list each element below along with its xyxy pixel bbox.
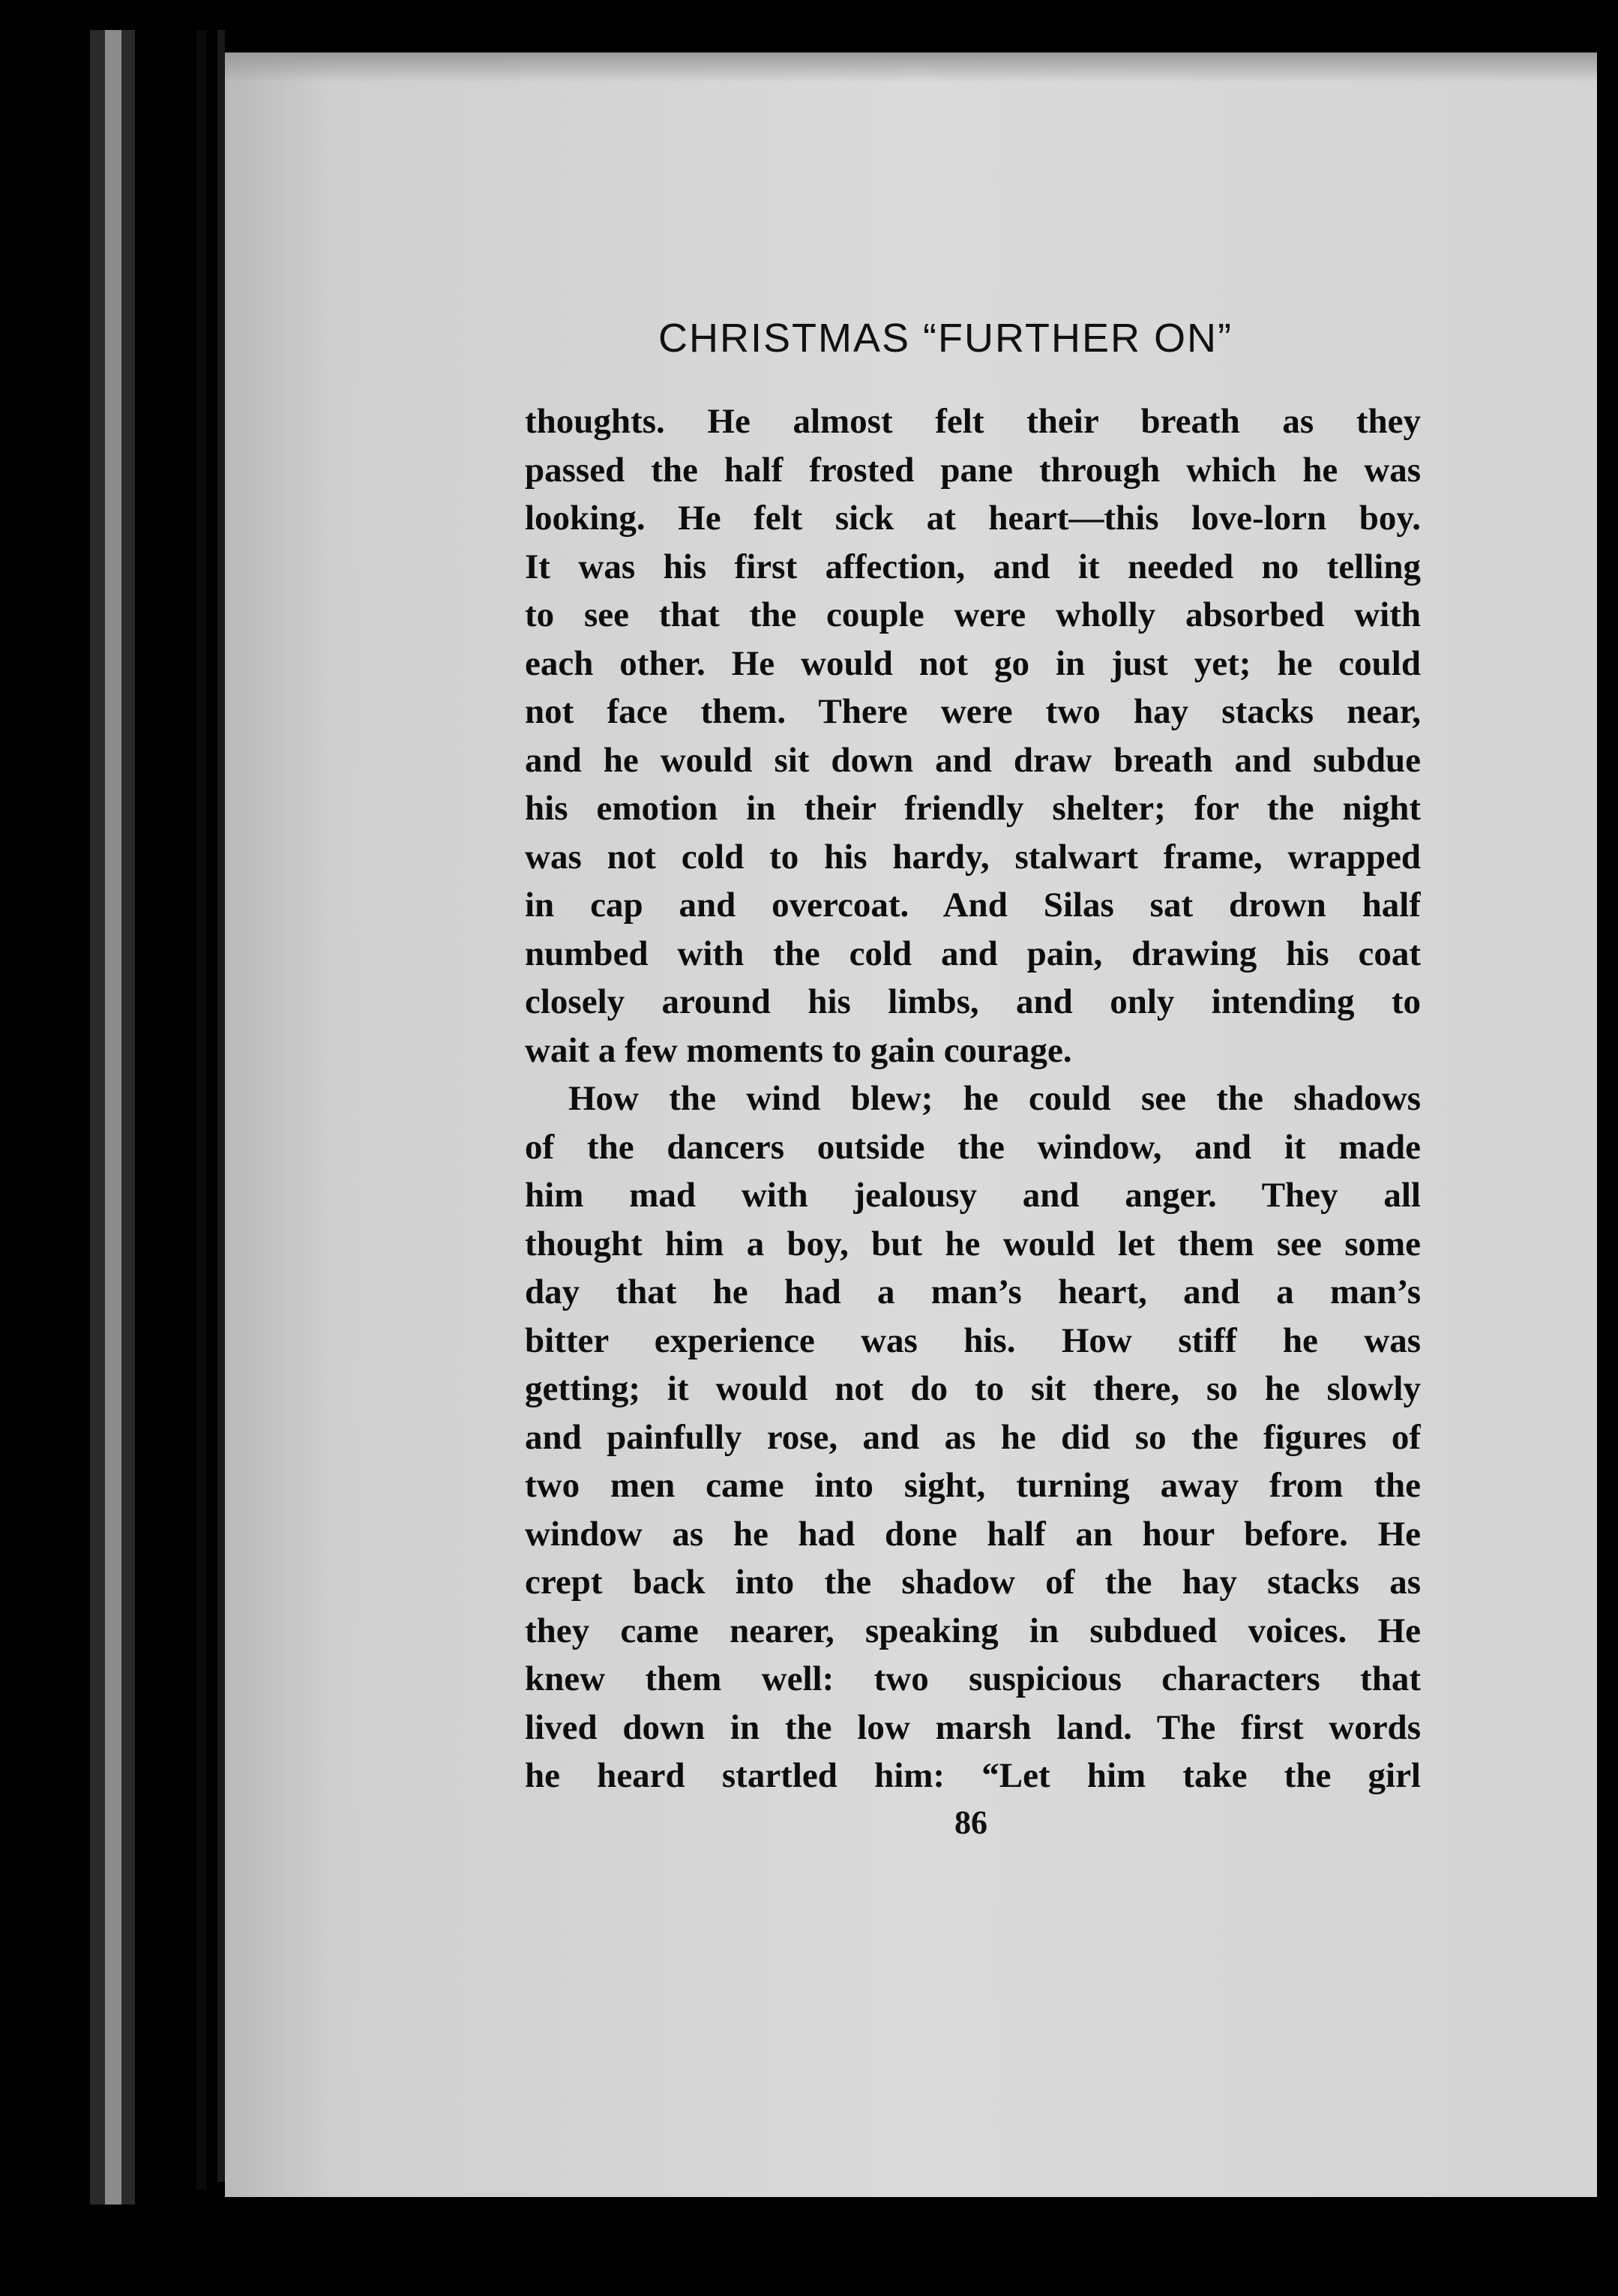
page-gutter-line-inner (217, 30, 225, 2182)
text-line: of the dancers outside the window, and it made (525, 1127, 1421, 1167)
text-line: to see that the couple were wholly absorbed with (525, 595, 1421, 634)
text-line: they came nearer, speaking in subdued voices. He (525, 1611, 1421, 1650)
text-line: he heard startled him: “Let him take the girl (525, 1756, 1421, 1795)
text-line: lived down in the low marsh land. The first words (525, 1707, 1421, 1747)
text-line: bitter experience was his. How stiff he was (525, 1320, 1421, 1360)
page-stack-edge (105, 30, 121, 2205)
page-number: 86 (954, 1804, 987, 1841)
text-line: numbed with the cold and pain, drawing his coat (525, 934, 1421, 973)
text-line: closely around his limbs, and only intending to (525, 982, 1421, 1021)
page-gutter-line (196, 30, 207, 2190)
text-line: window as he had done half an hour before. He (525, 1514, 1421, 1554)
text-line: in cap and overcoat. And Silas sat drown half (525, 886, 1421, 925)
text-line: thought him a boy, but he would let them see some (525, 1224, 1421, 1263)
text-line: each other. He would not go in just yet; he could (525, 643, 1421, 683)
text-line: and he would sit down and draw breath and subdue (525, 740, 1421, 780)
text-line: It was his first affection, and it needed no telling (525, 547, 1421, 586)
text-line: thoughts. He almost felt their breath as they (525, 402, 1421, 441)
text-line: getting; it would not do to sit there, so he slowly (525, 1369, 1421, 1408)
body-text (525, 397, 1421, 1800)
text-line: his emotion in their friendly shelter; for the night (525, 789, 1421, 828)
text-line: was not cold to his hardy, stalwart frame, wrapped (525, 837, 1421, 877)
text-line: knew them well: two suspicious characters that (525, 1659, 1421, 1698)
text-line: day that he had a man’s heart, and a man’s (525, 1272, 1421, 1311)
text-line: and painfully rose, and as he did so the figures of (525, 1417, 1421, 1457)
text-line: two men came into sight, turning away from the (525, 1466, 1421, 1505)
text-line: How the wind blew; he could see the shadows (568, 1079, 1421, 1118)
text-line: crept back into the shadow of the hay stacks as (525, 1563, 1421, 1602)
text-line: not face them. There were two hay stacks near, (525, 692, 1421, 731)
text-line: him mad with jealousy and anger. They all (525, 1176, 1421, 1215)
text-line: looking. He felt sick at heart—this love-lorn boy. (525, 499, 1421, 538)
text-line: wait a few moments to gain courage. (525, 1030, 1072, 1070)
text-line: passed the half frosted pane through which he was (525, 450, 1421, 490)
running-head: CHRISTMAS “FURTHER ON” (658, 316, 1233, 361)
page-top-shadow (225, 52, 1597, 82)
